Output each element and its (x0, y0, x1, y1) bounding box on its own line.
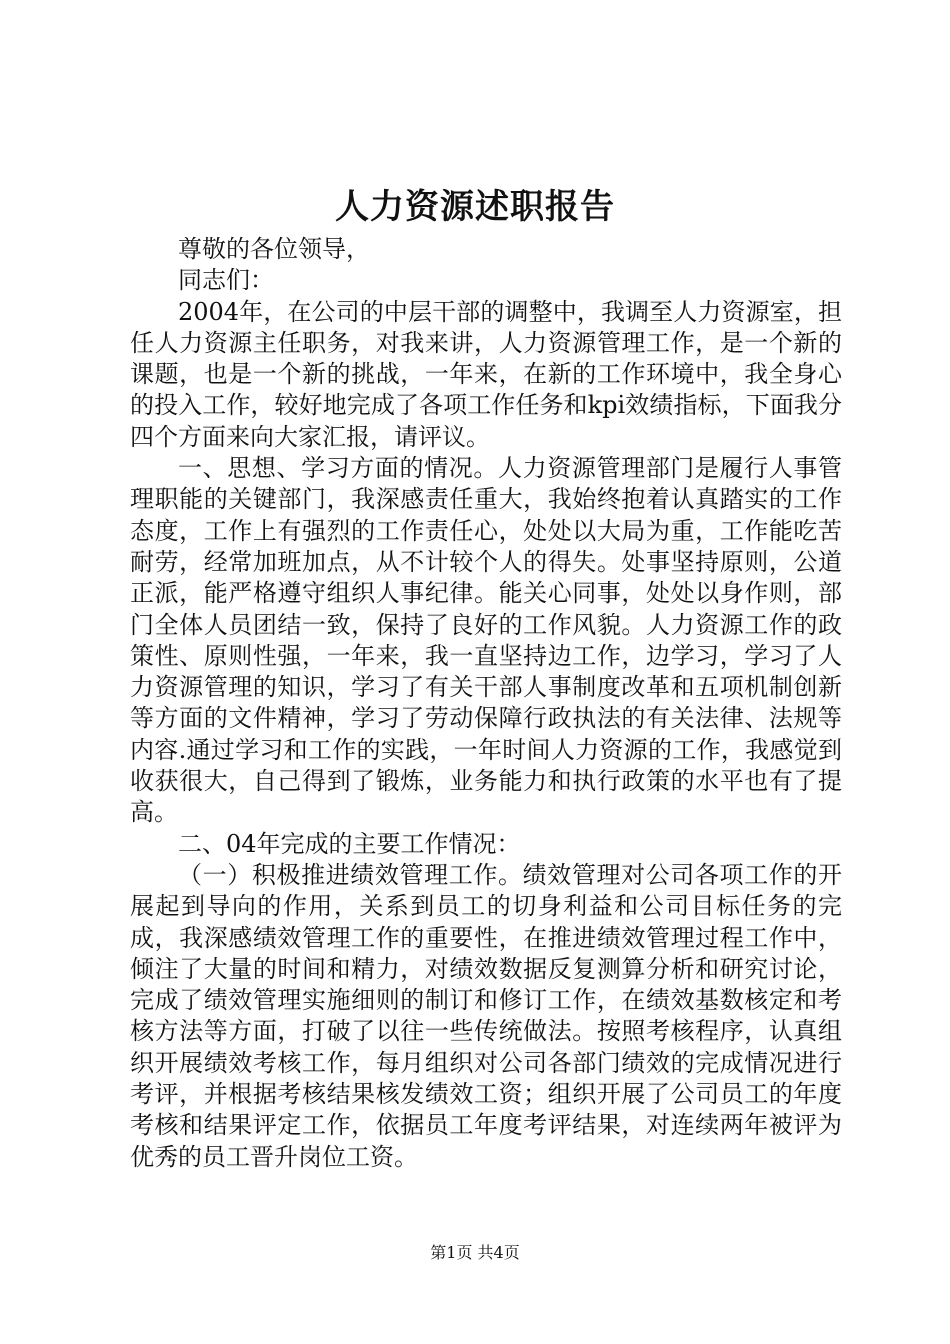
paragraph-section-2-heading: 二、04年完成的主要工作情况： (178, 829, 521, 858)
document-title: 人力资源述职报告 (335, 187, 615, 227)
paragraph-section-1: 一、思想、学习方面的情况。人力资源管理部门是履行人事管理职能的关键部门，我深感责任重大，我始终抱着认真踏实的工作态度，工作上有强烈的工作责任心，处处以大局为重，工作能吃苦耐劳，经常加班加点，从不计较个人的得失。处事坚持原则，公道正派，能严格遵守组织人事纪律。能关心同事，处处以身作则，部门全体人员团结一致，保持了良好的工作风貌。人力资源工作的政策性、原则性强，一年来，我一直坚持边工作，边学习，学习了人力资源管理的知识，学习了有关干部人事制度改革和五项机制创新等方面的文件精神，学习了劳动保障行政执法的有关法律、法规等内容.通过学习和工作的实践，一年时间人力资源的工作，我感觉到收获很大，自己得到了锻炼，业务能力和执行政策的水平也有了提高。 (130, 454, 842, 827)
document-body (130, 234, 842, 1173)
salutation-comrades: 同志们： (178, 266, 274, 295)
salutation-leaders: 尊敬的各位领导， (178, 235, 370, 263)
paragraph-performance-management: （一）积极推进绩效管理工作。绩效管理对公司各项工作的开展起到导向的作用，关系到员工的切身利益和公司目标任务的完成，我深感绩效管理工作的重要性，在推进绩效管理过程工作中，倾注了大量的时间和精力，对绩效数据反复测算分析和研究讨论，完成了绩效管理实施细则的制订和修订工作，在绩效基数核定和考核方法等方面，打破了以往一些传统做法。按照考核程序，认真组织开展绩效考核工作，每月组织对公司各部门绩效的完成情况进行考评，并根据考核结果核发绩效工资；组织开展了公司员工的年度考核和结果评定工作，依据员工年度考评结果，对连续两年被评为优秀的员工晋升岗位工资。 (130, 860, 842, 1171)
paragraph-intro: 2004年，在公司的中层干部的调整中，我调至人力资源室，担任人力资源主任职务，对我来讲，人力资源管理工作，是一个新的课题，也是一个新的挑战，一年来，在新的工作环境中，我全身心的投入工作，较好地完成了各项工作任务和kpi效绩指标，下面我分四个方面来向大家汇报，请评议。 (130, 297, 842, 451)
page-footer: 第1页 共4页 (430, 1243, 520, 1262)
